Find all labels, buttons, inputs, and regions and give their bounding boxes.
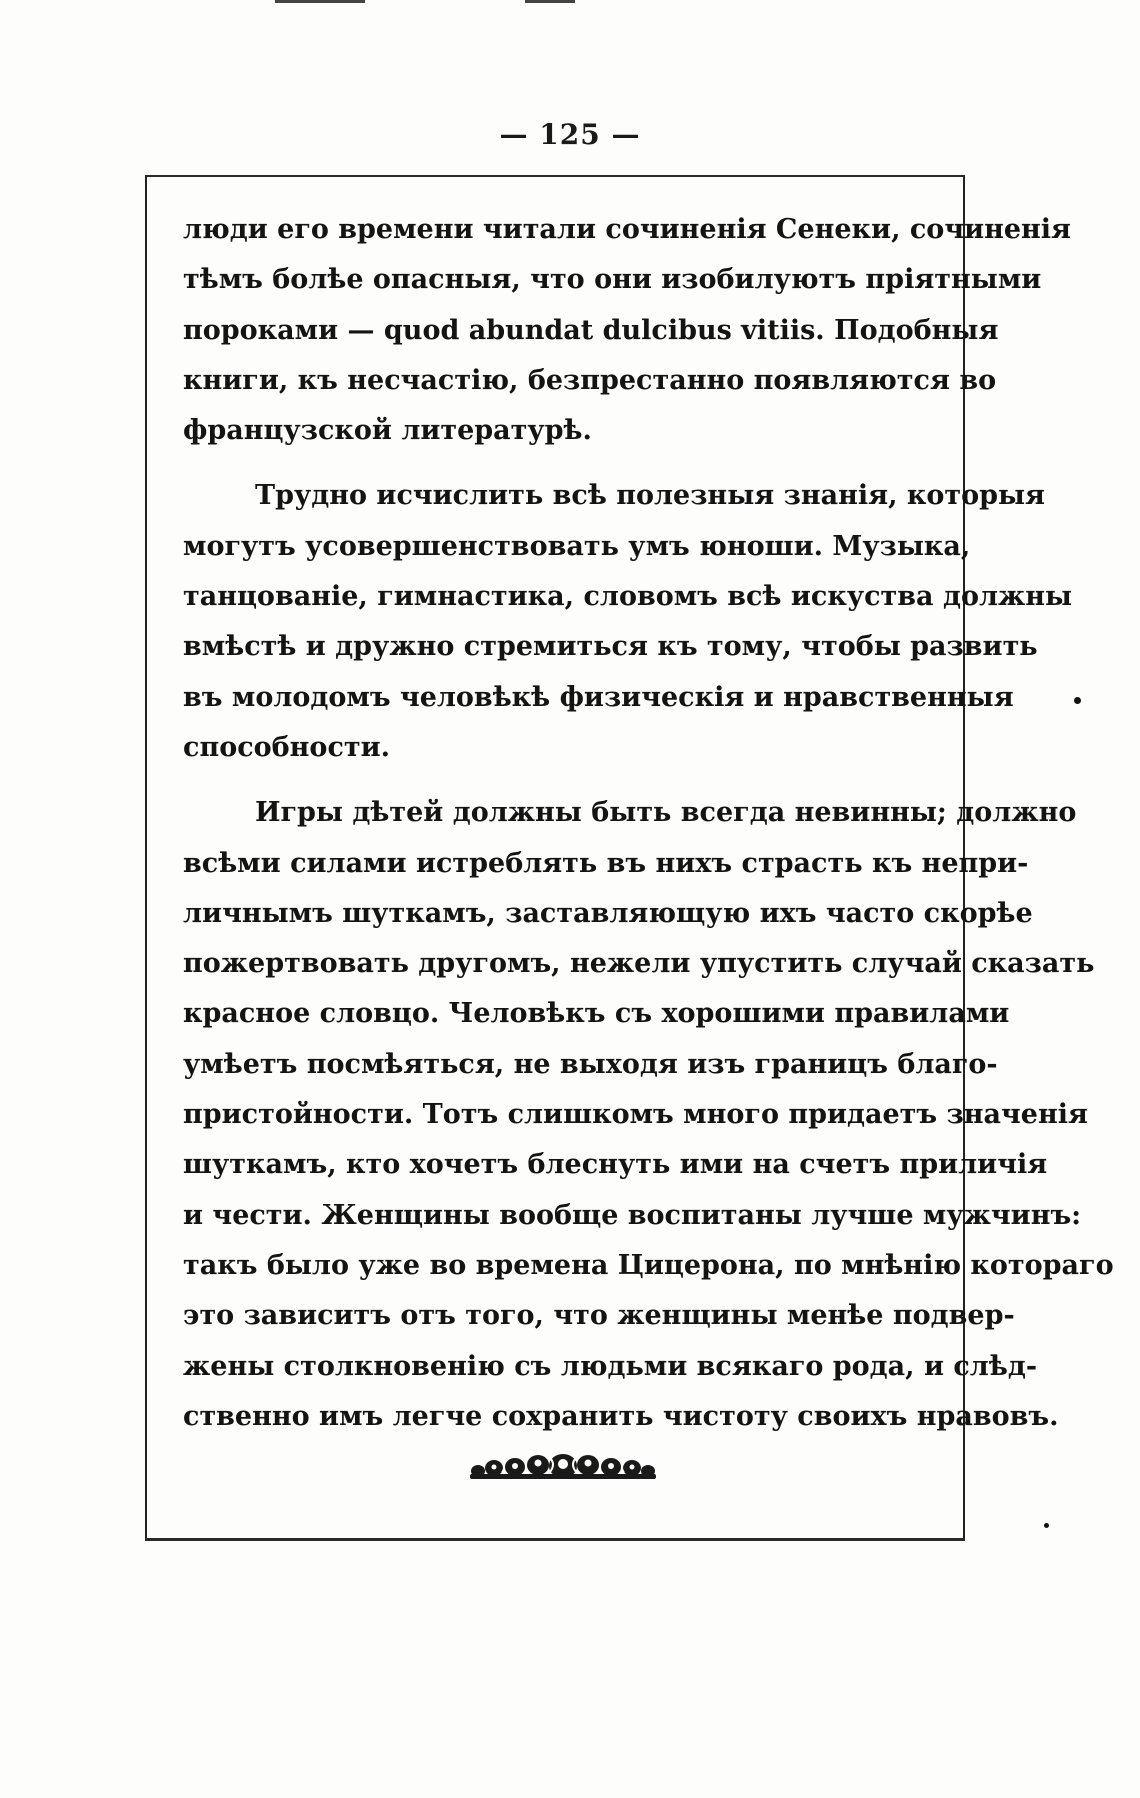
text-line: могутъ усовершенствовать умъ юноши. Музыка, [183, 530, 971, 562]
text-line: красное словцо. Человѣкъ съ хорошими правилами [183, 998, 1010, 1030]
paragraph-2 [183, 471, 1073, 773]
scan-edge-mark [275, 0, 365, 3]
text-line: Игры дѣтей должны быть всегда невинны; должно [255, 797, 1077, 829]
paragraph-3 [183, 788, 1114, 1442]
text-line: люди его времени читали сочиненія Сенеки, сочиненія [183, 214, 1072, 245]
text-line: пристойности. Тотъ слишкомъ много придаетъ значенія [183, 1099, 1088, 1131]
text-line: шуткамъ, кто хочетъ блеснуть ими на счетъ приличія [183, 1149, 1048, 1181]
text-line: жены столкновенію съ людьми всякаго рода, и слѣд- [183, 1350, 1038, 1382]
text-line: умѣетъ посмѣяться, не выходя изъ границъ благо- [183, 1048, 998, 1080]
text-line: пороками — quod abundat dulcibus vitiis. Подобныя [183, 314, 999, 346]
scan-edge-mark [525, 0, 575, 3]
text-line: танцованіе, гимнастика, словомъ всѣ искуства должны [183, 581, 1073, 613]
text-line: тѣмъ болѣе опасныя, что они изобилуютъ пріятными [183, 264, 1042, 296]
text-line: французской литературѣ. [183, 415, 592, 447]
body-text [183, 205, 1114, 1457]
text-line: книги, къ несчастію, безпрестанно появляются во [183, 364, 997, 396]
text-line: способности. [183, 731, 391, 763]
text-line: такъ было уже во времена Цицерона, по мнѣнію котораго [183, 1249, 1114, 1281]
text-line: это зависитъ отъ того, что женщины менѣе подвер- [183, 1300, 1015, 1332]
paragraph-1 [183, 205, 1072, 456]
text-line: личнымъ шуткамъ, заставляющую ихъ часто скорѣе [183, 897, 1033, 929]
text-line: вмѣстѣ и дружно стремиться къ тому, чтобы развить [183, 631, 1038, 663]
page-number: — 125 — [499, 118, 641, 151]
ink-speck [1074, 697, 1081, 704]
text-line: пожертвовать другомъ, нежели упустить случай сказать [183, 948, 1095, 980]
text-line: ственно имъ легче сохранить чистоту своихъ нравовъ. [183, 1400, 1059, 1432]
text-line: въ молодомъ человѣкѣ физическія и нравственныя [183, 681, 1014, 713]
ink-speck [1044, 1523, 1049, 1528]
text-line: Трудно исчислить всѣ полезныя знанія, которыя [255, 480, 1046, 512]
frame-bottom-rule [145, 1538, 965, 1541]
text-line: и чести. Женщины вообще воспитаны лучше мужчинъ: [183, 1199, 1082, 1231]
floral-tailpiece-icon [470, 1448, 656, 1484]
text-line: всѣми силами истреблять въ нихъ страсть къ непри- [183, 847, 1029, 879]
